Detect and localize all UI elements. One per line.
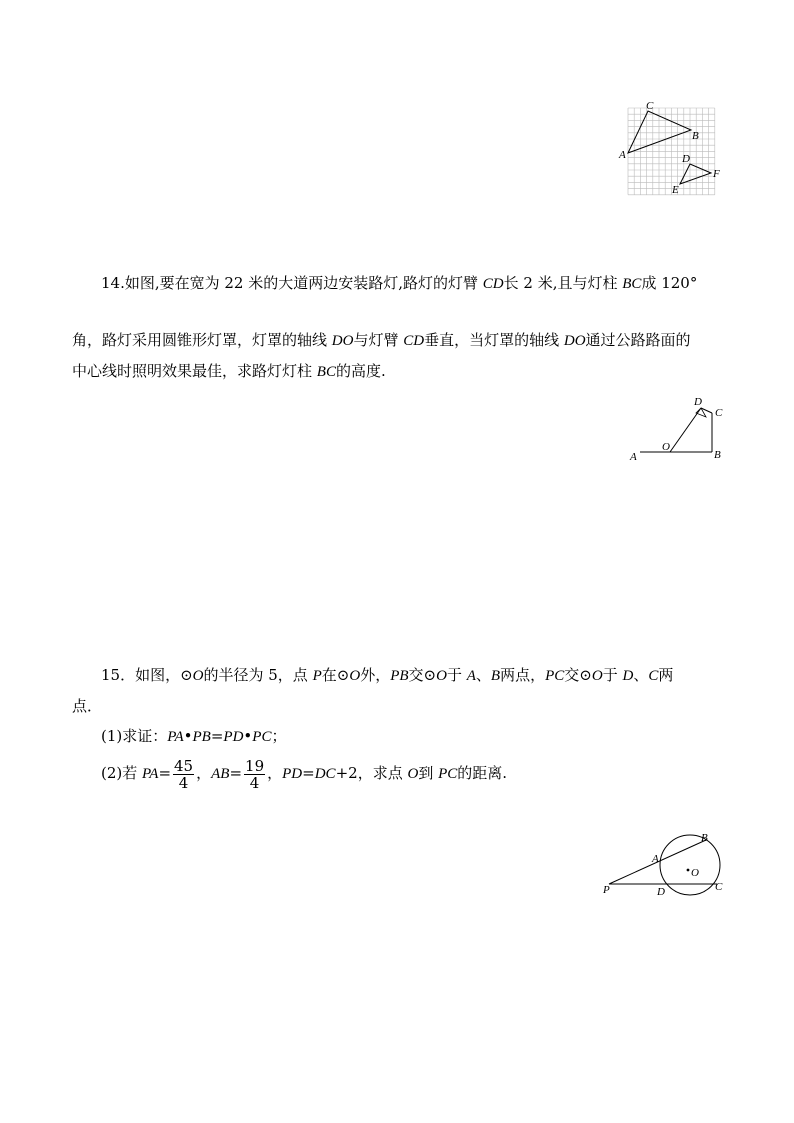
q15-text: ， xyxy=(196,764,212,782)
q15-var-pd: PD xyxy=(282,766,303,782)
q14-text: 成 120° xyxy=(641,274,698,292)
q14-text: 垂直，当灯罩的轴线 xyxy=(424,331,564,349)
circle-o xyxy=(660,835,720,895)
label-o: O xyxy=(691,867,699,879)
q14-line-1 xyxy=(101,274,697,293)
q15-var-a: A xyxy=(466,668,476,684)
q15-text: • xyxy=(183,727,193,745)
label-b: B xyxy=(692,130,699,142)
q14-line-3 xyxy=(72,362,386,381)
label-d: D xyxy=(694,396,702,408)
q15-text: 交⊙ xyxy=(408,666,437,684)
q14-text: 通过公路路面的 xyxy=(585,331,691,349)
q14-text: 14.如图,要在宽为 22 米的大道两边安装路灯,路灯的灯臂 xyxy=(101,274,483,292)
fraction-ab xyxy=(244,758,265,791)
q14-text: 长 2 米,且与灯柱 xyxy=(503,274,623,292)
q15-text: = xyxy=(210,727,224,745)
q15-line-1 xyxy=(101,666,673,685)
q15-text: 于 xyxy=(446,666,467,684)
q15-var-d: D xyxy=(622,668,634,684)
grid-triangles-figure xyxy=(618,98,718,198)
q15-text: • xyxy=(243,727,253,745)
q15-text: = xyxy=(229,764,243,782)
q15-var-ab: AB xyxy=(211,766,230,782)
triangle-abc xyxy=(628,111,691,153)
q15-text: 到 xyxy=(418,764,439,782)
label-c: C xyxy=(646,100,654,112)
label-b: B xyxy=(714,449,721,461)
q15-text: (2)若 xyxy=(101,764,143,782)
fraction-numerator: 45 xyxy=(174,756,194,775)
q15-var-pc: PC xyxy=(545,668,565,684)
fraction-denominator: 4 xyxy=(249,773,260,792)
q15-var-b: B xyxy=(490,668,501,684)
q15-var-o: O xyxy=(192,668,204,684)
q15-var-pa: PA xyxy=(142,766,159,782)
q15-text: ； xyxy=(271,727,287,745)
q15-text: 外， xyxy=(360,666,391,684)
q15-text: 、 xyxy=(475,666,491,684)
q15-var-o: O xyxy=(349,668,361,684)
q15-var-pb: PB xyxy=(390,668,409,684)
q14-var-do: DO xyxy=(331,333,354,349)
q15-text: 的半径为 5，点 xyxy=(203,666,313,684)
q15-var-pa: PA xyxy=(167,729,184,745)
q15-text: (1)求证： xyxy=(101,727,168,745)
q15-line-2 xyxy=(72,697,102,715)
q15-text: 两 xyxy=(658,666,674,684)
label-c: C xyxy=(715,407,723,419)
q15-var-pd: PD xyxy=(223,729,244,745)
q15-text: ，求点 xyxy=(357,764,408,782)
fraction-pa xyxy=(173,758,194,791)
q15-text: +2 xyxy=(335,764,358,782)
q15-var-pc: PC xyxy=(438,766,458,782)
label-a: A xyxy=(619,149,626,161)
label-c: C xyxy=(715,881,723,893)
label-b: B xyxy=(701,832,708,844)
q14-var-do: DO xyxy=(563,333,586,349)
label-p: P xyxy=(603,884,610,896)
label-d: D xyxy=(657,886,665,898)
fraction-denominator: 4 xyxy=(178,773,189,792)
q15-text: 的距离. xyxy=(457,764,508,782)
q15-var-pc: PC xyxy=(252,729,272,745)
q15-text: ， xyxy=(267,764,283,782)
q14-var-cd: CD xyxy=(482,276,504,292)
label-d: D xyxy=(682,153,690,165)
q15-text: 两点， xyxy=(500,666,546,684)
q15-var-dc: DC xyxy=(314,766,336,782)
q15-part-1 xyxy=(101,727,286,746)
q14-var-bc: BC xyxy=(316,364,336,380)
q15-var-p: P xyxy=(312,668,322,684)
q15-text: 在⊙ xyxy=(321,666,350,684)
label-e: E xyxy=(672,184,679,196)
q15-text: = xyxy=(302,764,315,782)
q14-text: 中心线时照明效果最佳，求路灯灯柱 xyxy=(72,362,317,380)
center-dot xyxy=(687,869,690,872)
q14-text: 的高度. xyxy=(335,362,386,380)
q15-text: 于 xyxy=(602,666,623,684)
label-f: F xyxy=(713,168,720,180)
axis-do xyxy=(670,408,701,452)
label-a: A xyxy=(630,451,637,463)
q14-line-2 xyxy=(72,331,691,350)
q14-text: 角，路灯采用圆锥形灯罩，灯罩的轴线 xyxy=(72,331,332,349)
q15-text: 15．如图，⊙ xyxy=(101,666,193,684)
q15-text: = xyxy=(158,764,172,782)
triangle-def xyxy=(680,164,711,184)
q14-var-cd: CD xyxy=(403,333,425,349)
circle-secants-figure xyxy=(600,830,730,900)
q15-text: 点． xyxy=(72,697,103,715)
label-o: O xyxy=(662,441,670,453)
q15-var-o: O xyxy=(407,766,419,782)
q15-part-2 xyxy=(101,753,507,794)
q14-text: 与灯臂 xyxy=(353,331,404,349)
q15-text: 、 xyxy=(633,666,649,684)
q14-var-bc: BC xyxy=(622,276,642,292)
q15-var-pb: PB xyxy=(192,729,211,745)
q15-var-o: O xyxy=(436,668,447,684)
label-a: A xyxy=(652,853,659,865)
fraction-numerator: 19 xyxy=(245,756,265,775)
q15-text: 交⊙ xyxy=(564,666,592,684)
street-lamp-figure xyxy=(628,396,728,466)
q15-var-o: O xyxy=(591,668,603,684)
q15-var-c: C xyxy=(648,668,659,684)
